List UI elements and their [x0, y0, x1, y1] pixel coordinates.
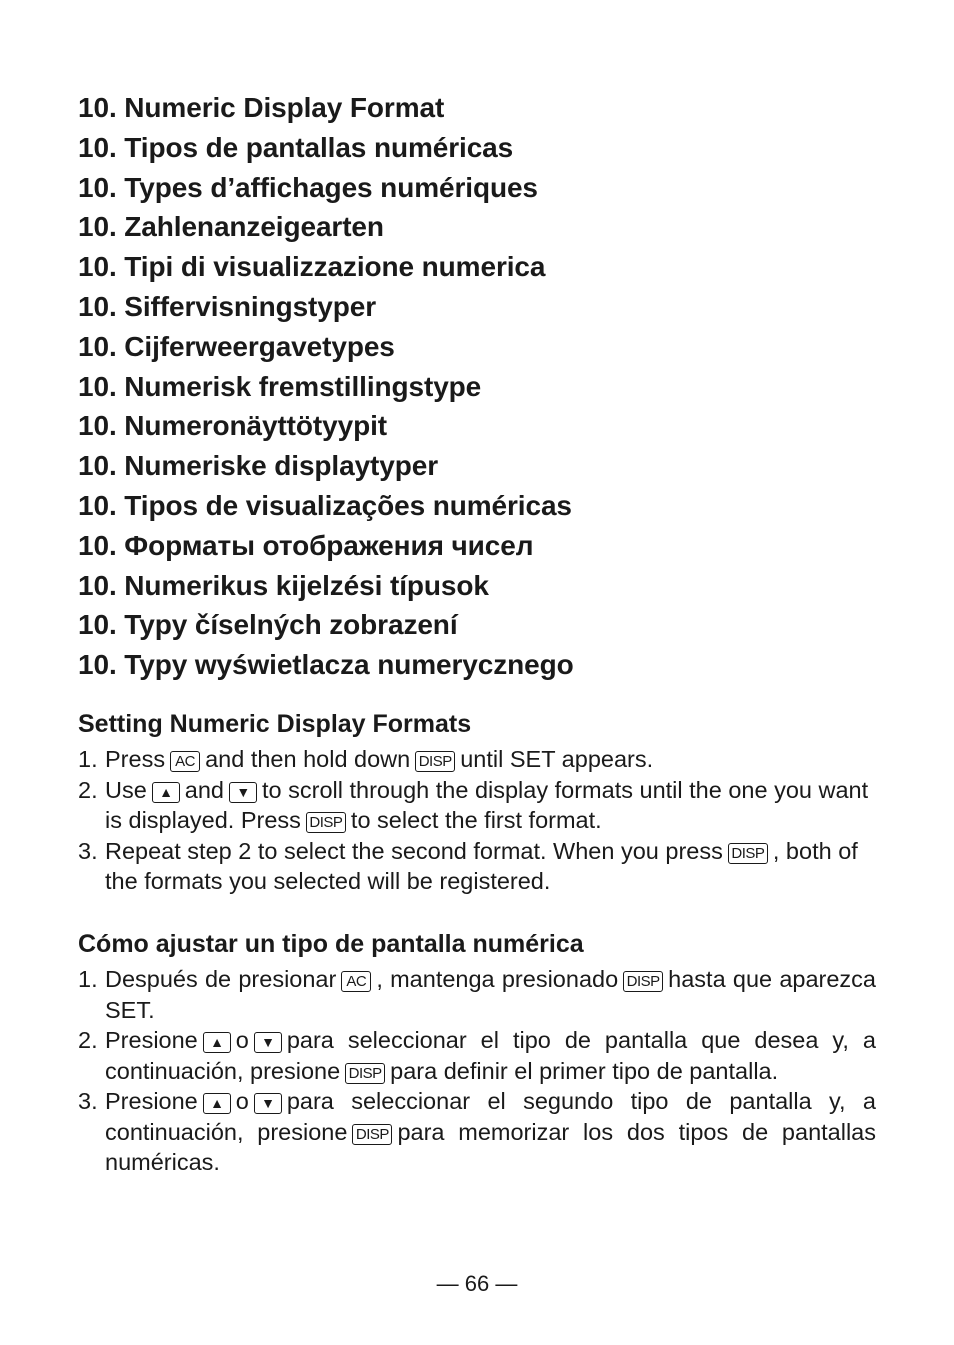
step-text: para definir el primer tipo de pantalla. [390, 1057, 779, 1084]
disp-key-icon: DISP [352, 1124, 392, 1145]
step-number: 1. [78, 966, 98, 992]
step-text: Presione [105, 1027, 198, 1053]
title-spanish: 10. Tipos de pantallas numéricas [78, 131, 514, 163]
page-number: — 66 — [436, 1271, 518, 1296]
title-dutch: 10. Cijferweergavetypes [78, 330, 395, 362]
step-text: para seleccionar el segundo tipo de pantalla y, a continuación, presione [105, 1088, 876, 1145]
title-hungarian: 10. Numerikus kijelzési típusok [78, 569, 489, 601]
section-english [78, 704, 876, 897]
step-text: Repeat step 2 to select the second format. When you press [105, 837, 723, 864]
step-text: to select the first format. [350, 807, 602, 833]
section-heading-spanish: Cómo ajustar un tipo de pantalla numérica [78, 930, 584, 958]
up-arrow-key-icon: ▲ [203, 1032, 231, 1053]
steps-english [78, 744, 876, 897]
section-spanish [78, 924, 876, 1178]
title-polish: 10. Typy wyświetlacza numerycznego [78, 649, 574, 681]
title-english: 10. Numeric Display Format [78, 92, 445, 123]
title-russian: 10. Форматы отображения чисел [78, 529, 534, 561]
title-german: 10. Zahlenanzeigearten [78, 211, 384, 243]
step-text: Press [105, 746, 166, 772]
step-text: to scroll through the display formats until the one you want is displayed. Press [105, 776, 869, 833]
disp-key-icon: DISP [728, 843, 768, 864]
disp-key-icon: DISP [623, 971, 663, 992]
step-text: , mantenga presionado [376, 966, 619, 992]
step-text: , both of the formats you selected will be registered. [105, 837, 858, 894]
down-arrow-key-icon: ▼ [229, 782, 257, 803]
multilingual-titles [78, 88, 574, 685]
step-es-2 [78, 1025, 876, 1086]
section-heading-english: Setting Numeric Display Formats [78, 710, 472, 738]
step-en-1 [78, 744, 876, 775]
title-french: 10. Types d’affichages numériques [78, 171, 538, 203]
step-en-2 [78, 775, 876, 836]
step-number: 3. [78, 1088, 98, 1114]
title-swedish: 10. Siffervisningstyper [78, 290, 377, 322]
step-en-3 [78, 836, 876, 897]
step-text: o [235, 1027, 249, 1053]
step-text: and [184, 776, 225, 803]
step-text: Use [105, 776, 147, 803]
step-number: 1. [78, 746, 98, 772]
step-number: 3. [78, 837, 98, 864]
ac-key-icon: AC [170, 751, 200, 772]
step-es-1 [78, 964, 876, 1025]
title-norwegian: 10. Numeriske displaytyper [78, 450, 439, 482]
disp-key-icon: DISP [306, 812, 346, 833]
step-text: Presione [105, 1088, 198, 1114]
title-czech: 10. Typy číselných zobrazení [78, 609, 458, 641]
down-arrow-key-icon: ▼ [254, 1032, 282, 1053]
step-text: o [235, 1088, 249, 1114]
up-arrow-key-icon: ▲ [203, 1093, 231, 1114]
step-number: 2. [78, 1027, 98, 1053]
down-arrow-key-icon: ▼ [254, 1093, 282, 1114]
title-italian: 10. Tipi di visualizzazione numerica [78, 251, 546, 283]
step-es-3 [78, 1086, 876, 1178]
step-text: until SET appears. [460, 746, 654, 772]
step-text: para seleccionar el tipo de pantalla que desea y, a continuación, presione [105, 1027, 876, 1084]
title-danish: 10. Numerisk fremstillingstype [78, 370, 482, 402]
disp-key-icon: DISP [345, 1063, 385, 1084]
title-portuguese: 10. Tipos de visualizações numéricas [78, 489, 572, 521]
step-number: 2. [78, 776, 98, 803]
disp-key-icon: DISP [415, 751, 455, 772]
step-text: hasta que aparezca SET. [105, 966, 876, 1023]
step-text: and then hold down [205, 746, 411, 772]
step-text: Después de presionar [105, 966, 337, 992]
title-finnish: 10. Numeronäyttötyypit [78, 410, 387, 442]
step-text: para memorizar los dos tipos de pantallas numéricas. [105, 1118, 876, 1175]
up-arrow-key-icon: ▲ [152, 782, 180, 803]
ac-key-icon: AC [341, 971, 371, 992]
steps-spanish [78, 964, 876, 1178]
